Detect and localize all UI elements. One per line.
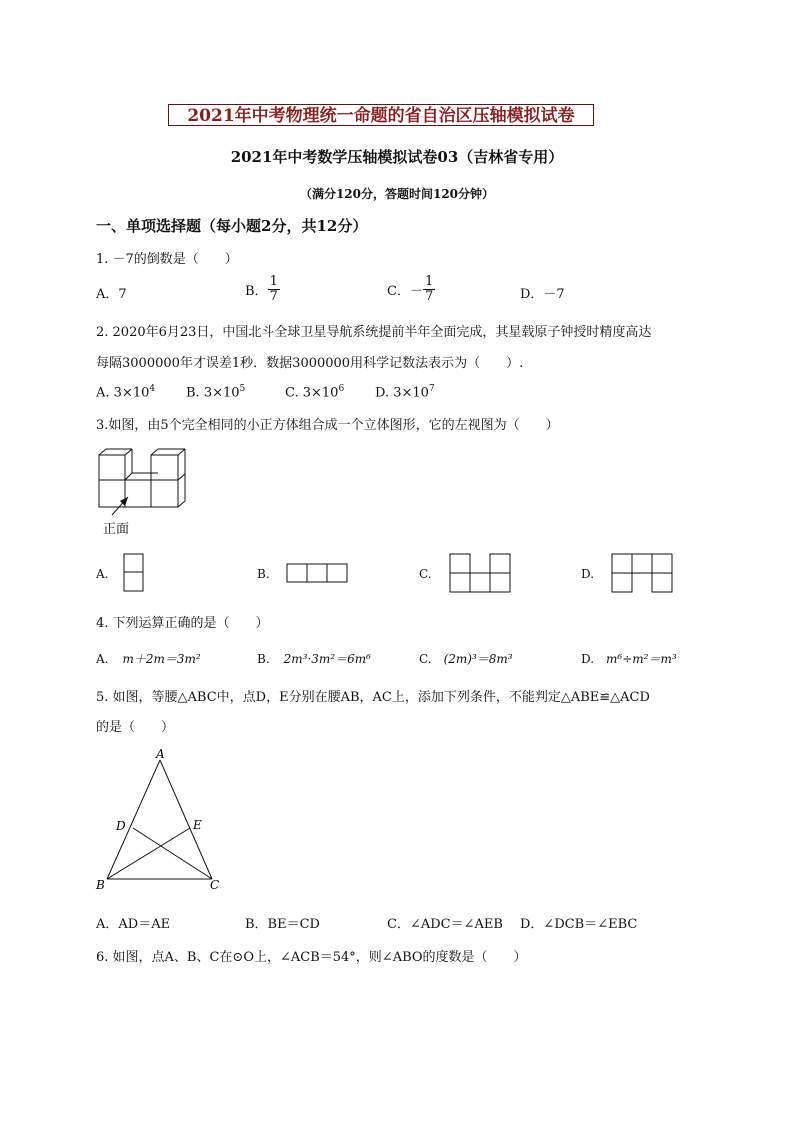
- q3-option-c-label: C.: [419, 567, 432, 581]
- exam-subtitle: （满分120分，答题时间120分钟）: [299, 187, 495, 201]
- q5-stem-line2: 的是（ ）: [96, 720, 175, 735]
- q5-vertex-a: A: [156, 747, 165, 761]
- q3-stem: 3.如图，由5个完全相同的小正方体组合成一个立体图形，它的左视图为（ ）: [96, 418, 559, 433]
- q6-stem: 6. 如图，点A、B、C在⊙O上，∠ACB＝54°，则∠ABO的度数是（ ）: [96, 950, 527, 965]
- q1-option-c: C．－ $\frac{1}{7}$: [387, 274, 434, 304]
- q3-cube-figure: [96, 447, 196, 517]
- q5-triangle-figure: [94, 748, 234, 893]
- q2-option-d: D. $3\times 10^7$: [375, 384, 435, 401]
- q4-option-d: D. m⁶÷m²＝m³: [581, 652, 677, 666]
- q3-option-b-label: B.: [257, 567, 270, 581]
- q2-stem-line1: 2. 2020年6月23日，中国北斗全球卫星导航系统提前半年全面完成，其星载原子钟授时精度高达: [96, 325, 652, 340]
- q3-option-b-figure: [286, 563, 348, 583]
- q5-vertex-c: C: [210, 878, 220, 892]
- q5-option-a: A．AD＝AE: [96, 917, 171, 932]
- q3-option-d-label: D.: [581, 567, 595, 581]
- q2-option-c: C. $3\times 10^6$: [285, 384, 345, 401]
- q4-option-b: B. 2m³·3m²＝6m⁶: [257, 652, 371, 666]
- q3-option-a-label: A.: [96, 567, 109, 581]
- q3-option-c-figure: [449, 553, 511, 593]
- q4-option-c: C. (2m)³＝8m³: [419, 652, 513, 666]
- q3-option-d-figure: [611, 553, 673, 593]
- q1-stem: 1. －7的倒数是（ ）: [96, 252, 238, 267]
- q5-option-d: D．∠DCB＝∠EBC: [520, 917, 638, 932]
- q1-option-b: B． $\frac{1}{7}$: [245, 274, 278, 304]
- q4-stem: 4. 下列运算正确的是（ ）: [96, 616, 269, 631]
- q3-front-label: 正面: [103, 522, 130, 537]
- q1-option-d: D．－7: [520, 287, 565, 302]
- q4-option-a: A. m＋2m＝3m²: [96, 652, 201, 666]
- q5-stem-line1: 5. 如图，等腰△ABC中，点D，E分别在腰AB，AC上，添加下列条件，不能判定△ABE≌△ACD: [96, 690, 650, 705]
- q5-vertex-b: B: [96, 878, 105, 892]
- q2-stem-line2: 每隔3000000年才误差1秒．数据3000000用科学记数法表示为（ ）.: [96, 356, 524, 371]
- q5-vertex-e: E: [193, 818, 202, 832]
- q2-option-b: B. $3\times 10^5$: [186, 384, 246, 401]
- exam-title: 2021年中考数学压轴模拟试卷03（吉林省专用）: [230, 148, 564, 166]
- section-heading: 一、单项选择题（每小题2分，共12分）: [96, 217, 368, 235]
- q5-option-c: C．∠ADC＝∠AEB: [387, 917, 503, 932]
- banner-title: 2021年中考物理统一命题的省自治区压轴模拟试卷: [168, 104, 594, 126]
- q3-option-a-figure: [123, 553, 145, 593]
- q5-option-b: B．BE＝CD: [245, 917, 320, 932]
- q5-vertex-d: D: [116, 819, 126, 833]
- q2-option-a: A. $3\times 10^4$: [96, 384, 156, 401]
- q1-option-a: A．7: [96, 287, 127, 302]
